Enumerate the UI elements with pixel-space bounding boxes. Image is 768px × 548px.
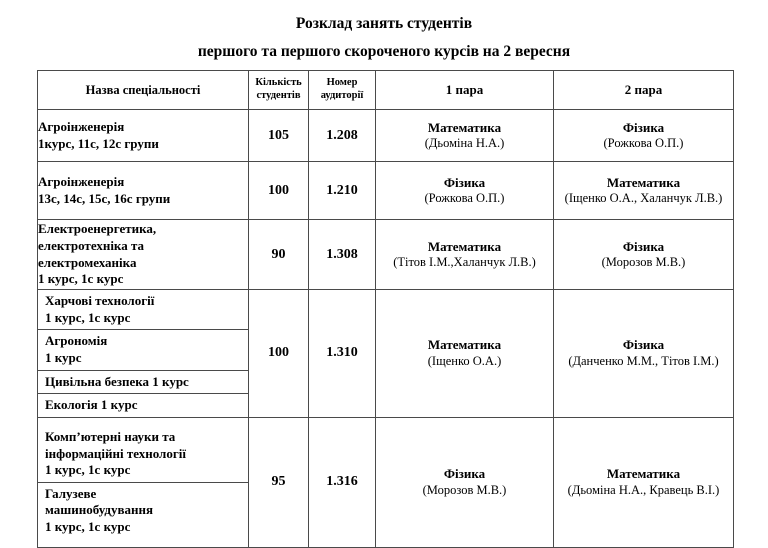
cell-specialty — [38, 110, 249, 162]
subject-name: Фізика — [622, 337, 665, 353]
specialty-line: електромеханіка — [38, 254, 137, 270]
cell-pair-2 — [554, 417, 734, 547]
title-line-primary: Розклад занять студентів — [295, 15, 473, 32]
cell-pair-1 — [376, 417, 554, 547]
column-header-pair-2: 2 пара — [554, 71, 734, 110]
cell-room: 1.210 — [309, 162, 376, 220]
specialty-line: 1 курс, 1с курс — [45, 462, 131, 478]
teacher-name: (Дьоміна Н.А., Кравець В.І.) — [567, 482, 720, 497]
specialty-line: 1 курс, 1с курс — [45, 309, 131, 325]
schedule-table-container — [37, 70, 733, 548]
specialty-subcell — [38, 426, 248, 482]
specialty-line: 1курс, 11с, 12с групи — [38, 135, 159, 151]
specialty-line: Агроінженерія — [38, 173, 125, 189]
specialty-subcell — [38, 290, 248, 330]
specialty-subcell — [38, 330, 248, 370]
cell-pair-1 — [376, 290, 554, 418]
teacher-name: (Данченко М.М., Тітов І.М.) — [568, 353, 719, 368]
specialty-line: 1 курс, 1с курс — [45, 519, 131, 534]
specialty-subrow — [38, 482, 248, 538]
students-count-line-1: Кількість — [255, 77, 302, 89]
specialty-subrow — [38, 290, 248, 330]
cell-specialty-group — [38, 290, 249, 418]
schedule-table — [37, 70, 734, 548]
specialty-line: Електроенергетика, — [38, 221, 157, 237]
cell-pair-2 — [554, 290, 734, 418]
table-row — [38, 110, 734, 162]
subject-name: Фізика — [622, 119, 665, 135]
column-header-pair-1: 1 пара — [376, 71, 554, 110]
cell-specialty — [38, 220, 249, 290]
specialty-line: машинобудування — [45, 502, 154, 518]
specialty-line: інформаційні технології — [45, 445, 186, 461]
cell-room: 1.316 — [309, 417, 376, 547]
subject-name: Фізика — [443, 174, 486, 190]
cell-students-count: 100 — [249, 290, 309, 418]
teacher-name: (Рожкова О.П.) — [603, 135, 684, 150]
column-header-room — [309, 71, 376, 110]
cell-pair-2 — [554, 220, 734, 290]
teacher-name: (Тітов І.М.,Халанчук Л.В.) — [393, 254, 536, 269]
cell-pair-2 — [554, 162, 734, 220]
specialty-line: Агрономія — [45, 333, 108, 349]
specialty-line: Харчові технології — [45, 293, 155, 308]
title-line-secondary: першого та першого скороченого курсів на 2 вересня — [197, 42, 571, 60]
teacher-name: (Іщенко О.А., Халанчук Л.В.) — [564, 190, 723, 205]
subject-name: Математика — [427, 119, 502, 135]
specialty-subrow-table — [38, 426, 248, 539]
specialty-line: електротехніка та — [38, 237, 145, 253]
cell-pair-2 — [554, 110, 734, 162]
specialty-line: Галузеве — [45, 485, 97, 501]
subject-name: Математика — [606, 174, 681, 190]
specialty-subcell: Цивільна безпека 1 курс — [38, 370, 248, 394]
specialty-subrow-table — [38, 290, 248, 417]
specialty-line: 1 курс, 1с курс — [38, 271, 124, 287]
document-title — [0, 0, 768, 63]
specialty-subrow — [38, 330, 248, 370]
specialty-subrow — [38, 370, 248, 394]
subject-name: Математика — [606, 466, 681, 482]
students-count-line-2: студентів — [256, 90, 301, 101]
teacher-name: (Дьоміна Н.А.) — [424, 135, 505, 150]
cell-specialty — [38, 162, 249, 220]
cell-room: 1.310 — [309, 290, 376, 418]
specialty-subcell — [38, 482, 248, 538]
teacher-name: (Іщенко О.А.) — [427, 353, 502, 368]
specialty-line: Комп’ютерні науки та — [45, 428, 176, 444]
cell-pair-1 — [376, 220, 554, 290]
specialty-subcell: Екологія 1 курс — [45, 397, 138, 413]
table-row — [38, 417, 734, 547]
specialty-subrow — [38, 426, 248, 482]
teacher-name: (Морозов М.В.) — [601, 254, 686, 269]
table-header-row — [38, 71, 734, 110]
subject-name: Фізика — [443, 466, 486, 482]
teacher-name: (Морозов М.В.) — [422, 482, 507, 497]
cell-students-count: 95 — [249, 417, 309, 547]
column-header-specialty: Назва спеціальності — [38, 71, 249, 110]
column-header-students-count — [249, 71, 309, 110]
table-header — [38, 71, 734, 110]
cell-pair-1 — [376, 110, 554, 162]
cell-room: 1.208 — [309, 110, 376, 162]
specialty-subrow — [38, 394, 248, 417]
specialty-line: 13с, 14с, 15с, 16с групи — [38, 190, 171, 206]
subject-name: Фізика — [622, 238, 665, 254]
table-body — [38, 110, 734, 548]
cell-students-count: 90 — [249, 220, 309, 290]
cell-students-count: 100 — [249, 162, 309, 220]
subject-name: Математика — [427, 238, 502, 254]
subject-name: Математика — [427, 337, 502, 353]
specialty-line: Агроінженерія — [38, 118, 125, 134]
cell-pair-1 — [376, 162, 554, 220]
room-line-2: аудиторії — [320, 90, 364, 101]
cell-specialty-group — [38, 417, 249, 547]
cell-students-count: 105 — [249, 110, 309, 162]
cell-room: 1.308 — [309, 220, 376, 290]
table-row — [38, 290, 734, 418]
specialty-line: 1 курс — [45, 349, 82, 365]
teacher-name: (Рожкова О.П.) — [424, 190, 505, 205]
table-row — [38, 162, 734, 220]
room-line-1: Номер — [326, 77, 358, 89]
table-row — [38, 220, 734, 290]
